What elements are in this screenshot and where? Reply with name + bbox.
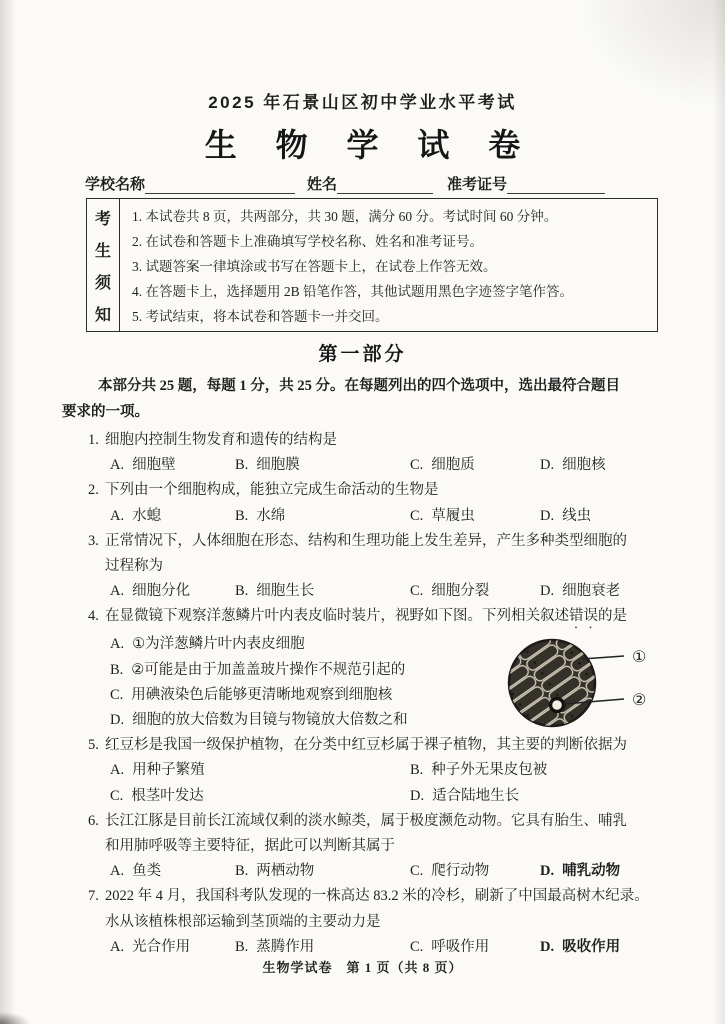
instructions-line: 要求的一项。 [62,404,149,420]
student-name-blank [337,175,433,194]
emphasized-word: 错误 [569,608,598,625]
question-2 [62,478,668,528]
notice-item: 4. 在答题卡上，选择题用 2B 铅笔作答，其他试题用黑色字迹签字笔作答。 [132,283,574,299]
page-footer: 生物学试卷 第 1 页（共 8 页） [262,960,463,975]
question-7 [62,884,668,960]
notice-side-char: 考 [94,210,111,228]
option-row [110,453,668,478]
question-stem: 4. 在显微镜下观察洋葱鳞片叶内表皮临时装片，视野如下图。下列相关叙述错误的是 [62,604,668,632]
option-a: A. 细胞壁 [110,457,176,474]
option-row [110,758,668,783]
scan-corner-smudge [0,1012,30,1024]
option-c: C. 爬行动物 [410,863,490,880]
student-name-label: 姓名 [307,177,338,193]
candidate-info-row [85,173,645,194]
question-stem: 6. 长江江豚是目前长江流域仅剩的淡水鲸类，属于极度濒危动物。它具有胎生、哺乳 [62,809,668,834]
option-b: B. 水绵 [235,507,286,524]
question-number: 1. [88,432,99,448]
option-b: B. 两栖动物 [235,863,315,880]
question-stem: 1. 细胞内控制生物发育和遗传的结构是 [62,428,668,453]
question-1 [62,428,668,478]
question-stem: 3. 正常情况下，人体细胞在形态、结构和生理功能上发生差异，产生多种类型细胞的 [62,529,668,554]
option-row [110,859,668,884]
exam-title: 2025 年石景山区初中学业水平考试 [208,93,517,112]
option-c: C. 用碘液染色后能够更清晰地观察到细胞核 [110,686,393,703]
option-d: D. 细胞核 [540,457,606,474]
option-d: D. 适合陆地生长 [410,787,520,804]
notice-item: 5. 考试结束，将本试卷和答题卡一并交回。 [132,308,389,324]
question-number: 3. [88,532,99,549]
figure-label-1: ① [632,649,647,666]
option-b: B. 细胞膜 [235,457,300,474]
air-bubble [551,699,564,712]
question-stem: 2. 下列由一个细胞构成，能独立完成生命活动的生物是 [62,478,668,503]
option-b: B. ②可能是由于加盖盖玻片操作不规范引起的 [110,661,406,678]
question-6 [62,809,668,885]
option-d: D. 细胞衰老 [540,583,621,600]
notice-item: 3. 试题答案一律填涂或书写在答题卡上，在试卷上作答无效。 [132,258,497,274]
question-number: 6. [88,812,99,829]
microscope-view-figure [494,620,670,748]
question-number: 7. [88,888,99,905]
question-3 [62,529,668,605]
option-c: C. 细胞质 [410,457,475,474]
option-c: C. 根茎叶发达 [110,787,204,804]
question-stem-continued: 过程称为 [105,558,163,575]
candidate-notice-box [86,198,658,332]
option-row [110,784,668,809]
admission-number-blank [507,175,605,194]
school-name-label: 学校名称 [85,177,146,193]
option-c: C. 呼吸作用 [410,938,490,955]
option-a: A. 光合作用 [110,938,191,955]
question-number: 5. [88,737,99,754]
question-stem-continued: 水从该植株根部运输到茎顶端的主要动力是 [105,913,381,930]
part-one-heading: 第一部分 [318,344,407,365]
leader-line-1 [582,656,624,659]
option-d: D. 哺乳动物 [540,863,621,880]
school-name-blank [145,175,295,194]
notice-item: 1. 本试卷共 8 页，共两部分，共 30 题，满分 60 分。考试时间 60 分钟。 [132,209,558,225]
option-row [110,504,668,529]
notice-side-char: 知 [94,306,111,324]
option-b: B. 细胞生长 [235,583,315,600]
question-stem-continued: 和用肺呼吸等主要特征，据此可以判断其属于 [105,838,395,855]
option-d: D. 细胞的放大倍数为目镜与物镜放大倍数之和 [110,712,408,729]
question-stem: 5. 红豆杉是我国一级保护植物，在分类中红豆杉属于裸子植物，其主要的判断依据为 [62,733,668,758]
option-d: D. 吸收作用 [540,938,621,955]
notice-side-char: 须 [94,274,111,292]
instructions-line: 本部分共 25 题，每题 1 分，共 25 分。在每题列出的四个选项中，选出最符合题目 [98,378,620,394]
notice-items [120,199,657,331]
option-b: B. 种子外无果皮包被 [410,762,548,779]
part-one-instructions [62,373,666,425]
option-a: A. 鱼类 [110,863,162,880]
option-a: A. 用种子繁殖 [110,762,205,779]
option-c: C. 草履虫 [410,507,475,524]
question-stem: 7. 2022 年 4 月，我国科考队发现的一株高达 83.2 米的冷杉，刷新了中国最高树木纪录。 [62,884,668,909]
notice-item: 2. 在试卷和答题卡上准确填写学校名称、姓名和准考证号。 [132,234,483,250]
notice-side-char: 生 [94,242,111,260]
subject-title: 生 物 学 试 卷 [204,127,536,163]
option-c: C. 细胞分裂 [410,583,490,600]
option-d: D. 线虫 [540,507,592,524]
notice-side-label [87,199,120,331]
figure-label-2: ② [632,692,647,709]
question-number: 2. [88,482,99,499]
option-a: A. ①为洋葱鳞片叶内表皮细胞 [110,636,305,653]
option-row [110,579,668,604]
question-number: 4. [88,608,99,625]
option-a: A. 水螅 [110,507,162,524]
option-a: A. 细胞分化 [110,583,191,600]
admission-number-label: 准考证号 [447,177,508,193]
option-b: B. 蒸腾作用 [235,938,315,955]
